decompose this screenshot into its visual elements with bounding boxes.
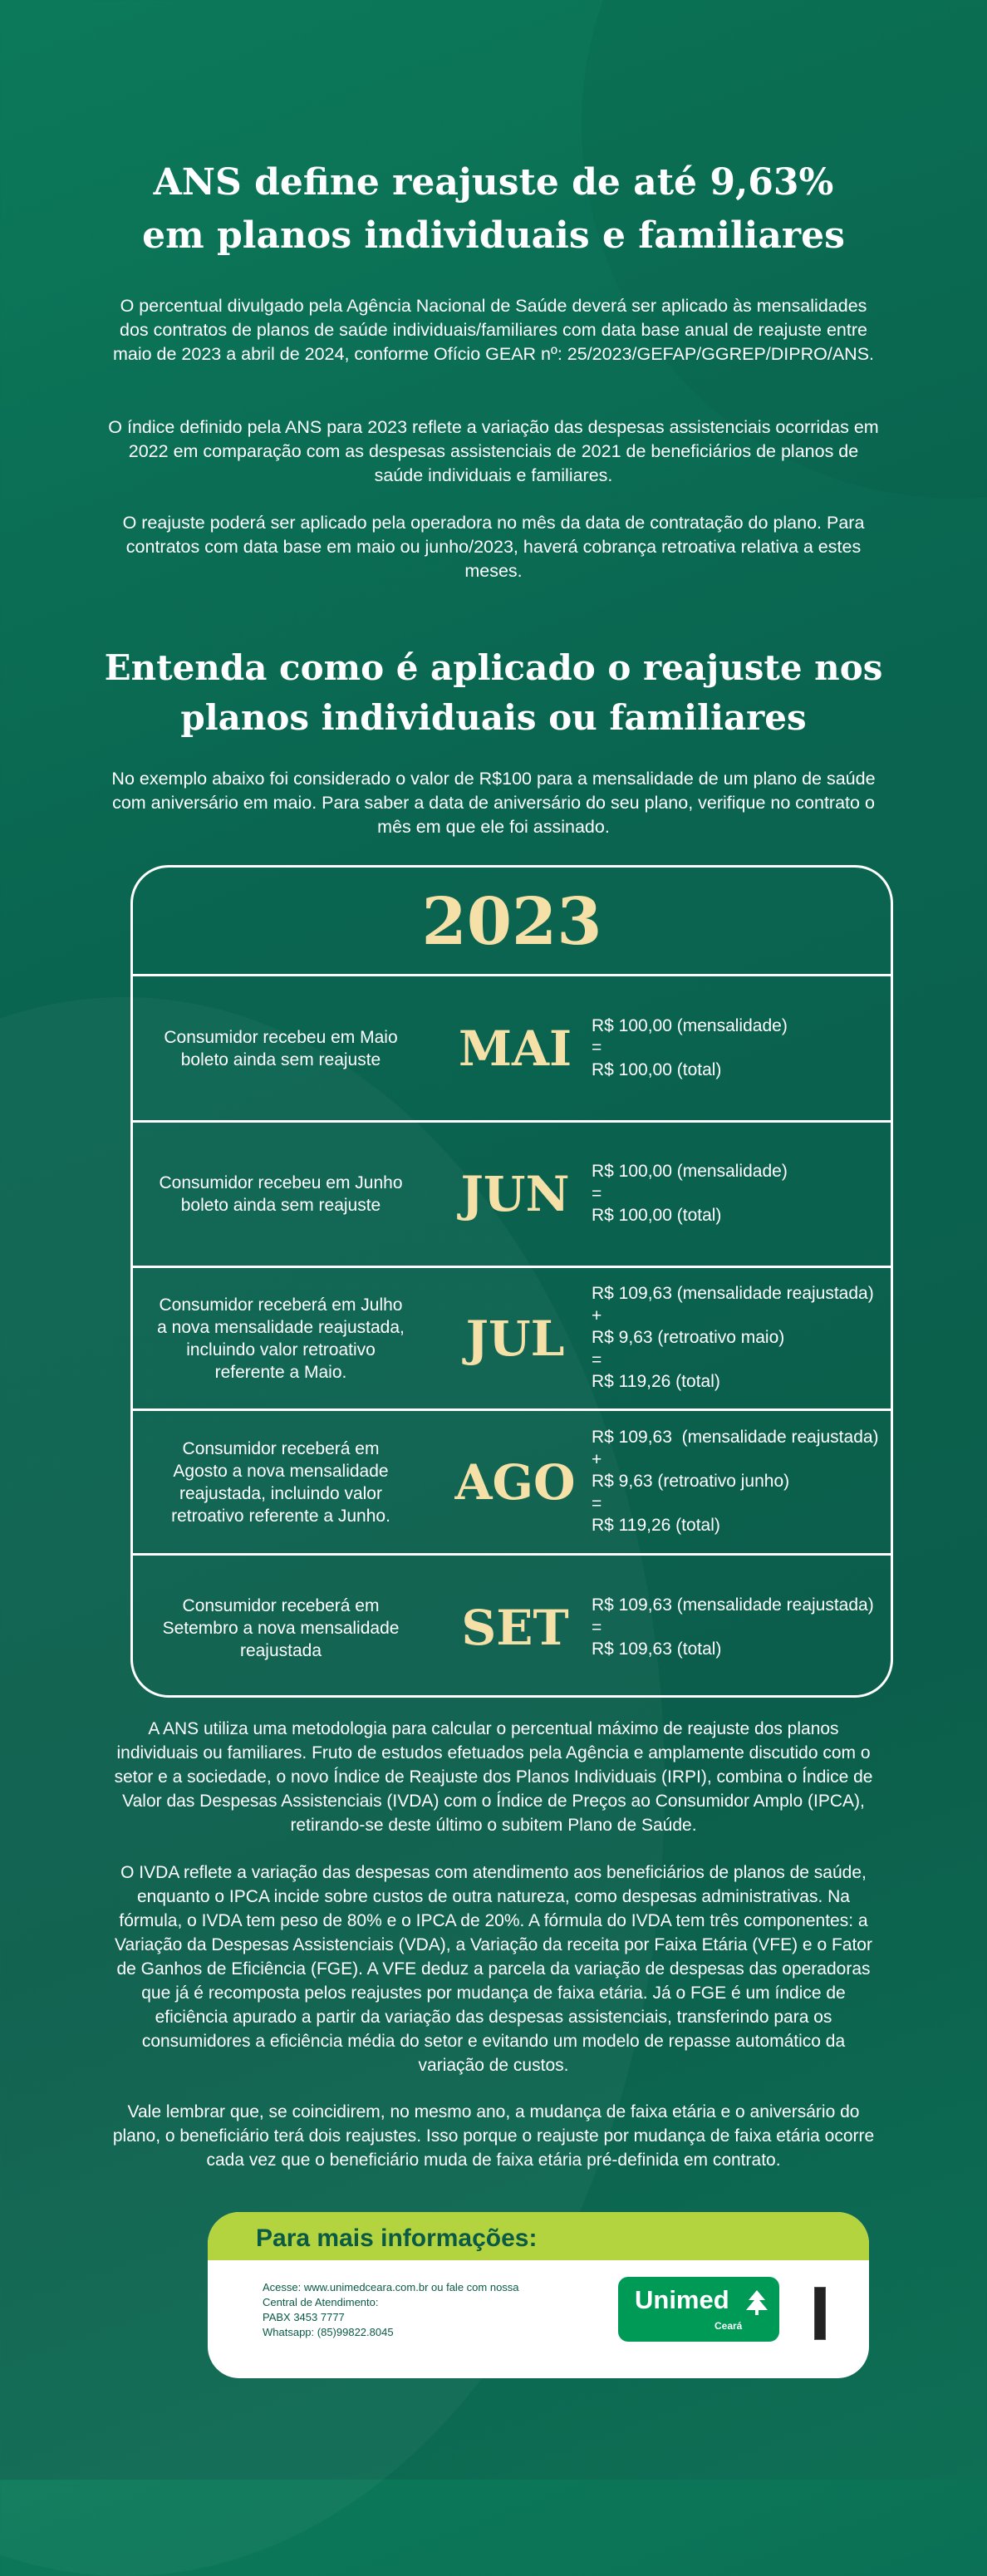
- unimed-tree-icon: [744, 2288, 769, 2317]
- value-line: +: [592, 1305, 602, 1325]
- contact-info: [263, 2280, 519, 2340]
- row-month: JUL: [465, 1310, 565, 1367]
- value-line: R$ 100,00 (mensalidade): [592, 1162, 788, 1182]
- value-line: R$ 9,63 (retroativo maio): [592, 1328, 785, 1348]
- value-line: R$ 119,26 (total): [592, 1516, 720, 1536]
- reajuste-example-panel: [130, 865, 893, 1698]
- intro-paragraph-1: O percentual divulgado pela Agência Nacional de Saúde deverá ser aplicado às mensalidades dos contratos de planos de saúde individuais/familiares com data base anual de reajuste entre maio de 2023 a abril de 2024, conforme Ofício GEAR nº: 25/2023/GEFAP/GGREP/DIPRO/ANS.: [112, 296, 875, 364]
- contact-line: PABX 3453 7777: [263, 2311, 345, 2323]
- row-description: Consumidor receberá em Agosto a nova mensalidade reajustada, incluindo valor retroativo referente a Junho.: [171, 1438, 390, 1526]
- year-heading: 2023: [421, 884, 602, 960]
- row-description: Consumidor recebeu em Maio boleto ainda sem reajuste: [164, 1027, 398, 1069]
- row-values: [592, 1411, 891, 1553]
- month-row-mai: [133, 974, 891, 1120]
- contact-line: Acesse: www.unimedceara.com.br ou fale com nossa: [263, 2281, 519, 2293]
- contact-line: Central de Atendimento:: [263, 2296, 379, 2308]
- row-month: SET: [461, 1600, 569, 1656]
- body-paragraph-2: O IVDA reflete a variação das despesas com atendimento aos beneficiários de planos de saúde, enquanto o IPCA incide sobre custos de outra natureza, como despesas administrativas. Na fórmula, o IVDA tem peso de 80% e o IPCA de 20%. A fórmula do IVDA tem três componentes: a Variação da Despesas Assistenciais (VDA), a Variação da receita por Faixa Etária (VFE) e o Fator de Ganhos de Eficiência (FGE). A VFE deduz a parcela da variação de despesas das operadoras que já é recomposta pelos reajustes por mudança de faixa etária. Já o FGE é um índice de eficiência apurado a partir da variação das despesas assistenciais, transferindo para os consumidores a eficiência média do setor e evitando um modelo de repasse automático da variação de custos.: [115, 1863, 872, 2075]
- value-line: R$ 100,00 (total): [592, 1206, 722, 1226]
- row-values: [592, 1268, 891, 1408]
- section-intro: No exemplo abaixo foi considerado o valor de R$100 para a mensalidade de um plano de saúde com aniversário em maio. Para saber a data de aniversário do seu plano, verifique no contrato o mês em que ele foi assinado.: [111, 769, 876, 837]
- month-row-jun: [133, 1120, 891, 1266]
- value-line: R$ 100,00 (mensalidade): [592, 1015, 788, 1035]
- month-row-ago: [133, 1408, 891, 1553]
- row-values: [592, 976, 891, 1120]
- value-line: R$ 109,63 (total): [592, 1639, 722, 1659]
- month-row-jul: [133, 1266, 891, 1408]
- value-line: R$ 119,26 (total): [592, 1372, 720, 1392]
- row-values: [592, 1123, 891, 1266]
- body-paragraph-1: A ANS utiliza uma metodologia para calcular o percentual máximo de reajuste dos planos individuais ou familiares. Fruto de estudos efetuados pela Agência e amplamente discutido com o setor e a sociedade, o novo Índice de Reajuste dos Planos Individuais (IRPI), combina o Índice de Valor das Despesas Assistenciais (IVDA) com o Índice de Preços ao Consumidor Amplo (IPCA), retirando-se deste último o subitem Plano de Saúde.: [114, 1719, 873, 1835]
- page-title: ANS define reajuste de até 9,63% em planos individuais e familiares: [142, 161, 845, 257]
- more-info-card: [208, 2212, 869, 2378]
- more-info-header: [208, 2212, 869, 2260]
- more-info-heading: Para mais informações:: [256, 2225, 538, 2252]
- ans-registration-badge: [814, 2287, 826, 2340]
- row-month: JUN: [460, 1166, 570, 1222]
- logo-brand: Unimed: [635, 2285, 729, 2314]
- value-line: R$ 109,63 (mensalidade reajustada): [592, 1428, 879, 1448]
- row-description: Consumidor receberá em Setembro a nova mensalidade reajustada: [162, 1595, 400, 1660]
- value-line: +: [592, 1449, 602, 1469]
- value-line: =: [592, 1617, 602, 1637]
- value-line: =: [592, 1493, 602, 1513]
- row-description: Consumidor receberá em Julho a nova mensalidade reajustada, incluindo valor retroativo referente a Maio.: [157, 1295, 405, 1382]
- contact-line: Whatsapp: (85)99822.8045: [263, 2326, 394, 2338]
- row-month: AGO: [454, 1453, 576, 1511]
- month-row-set: [133, 1553, 891, 1698]
- intro-paragraph-2: O índice definido pela ANS para 2023 reflete a variação das despesas assistenciais ocorridas em 2022 em comparação com as despesas assistenciais de 2021 de beneficiários de planos de saúde individuais e familiares.: [108, 417, 879, 485]
- value-line: =: [592, 1183, 602, 1203]
- section-title: Entenda como é aplicado o reajuste nos planos individuais ou familiares: [104, 647, 883, 738]
- intro-paragraph-3: O reajuste poderá ser aplicado pela operadora no mês da data de contratação do plano. Para contratos com data base em maio ou junho/2023, haverá cobrança retroativa relativa a estes meses.: [122, 513, 865, 581]
- value-line: R$ 9,63 (retroativo junho): [592, 1472, 790, 1492]
- value-line: R$ 100,00 (total): [592, 1059, 722, 1079]
- unimed-logo: [618, 2277, 779, 2342]
- value-line: =: [592, 1349, 602, 1369]
- body-paragraph-3: Vale lembrar que, se coincidirem, no mesmo ano, a mudança de faixa etária e o aniversário do plano, o beneficiário terá dois reajustes. Isso porque o reajuste por mudança de faixa etária ocorre cada vez que o beneficiário muda de faixa etária pré-definida em contrato.: [112, 2102, 875, 2170]
- logo-sub: Ceará: [714, 2320, 743, 2332]
- value-line: R$ 109,63 (mensalidade reajustada): [592, 1284, 874, 1304]
- value-line: R$ 109,63 (mensalidade reajustada): [592, 1595, 874, 1615]
- value-line: =: [592, 1038, 602, 1058]
- row-values: [592, 1556, 891, 1698]
- row-month: MAI: [458, 1020, 572, 1077]
- row-description: Consumidor recebeu em Junho boleto ainda sem reajuste: [159, 1173, 403, 1215]
